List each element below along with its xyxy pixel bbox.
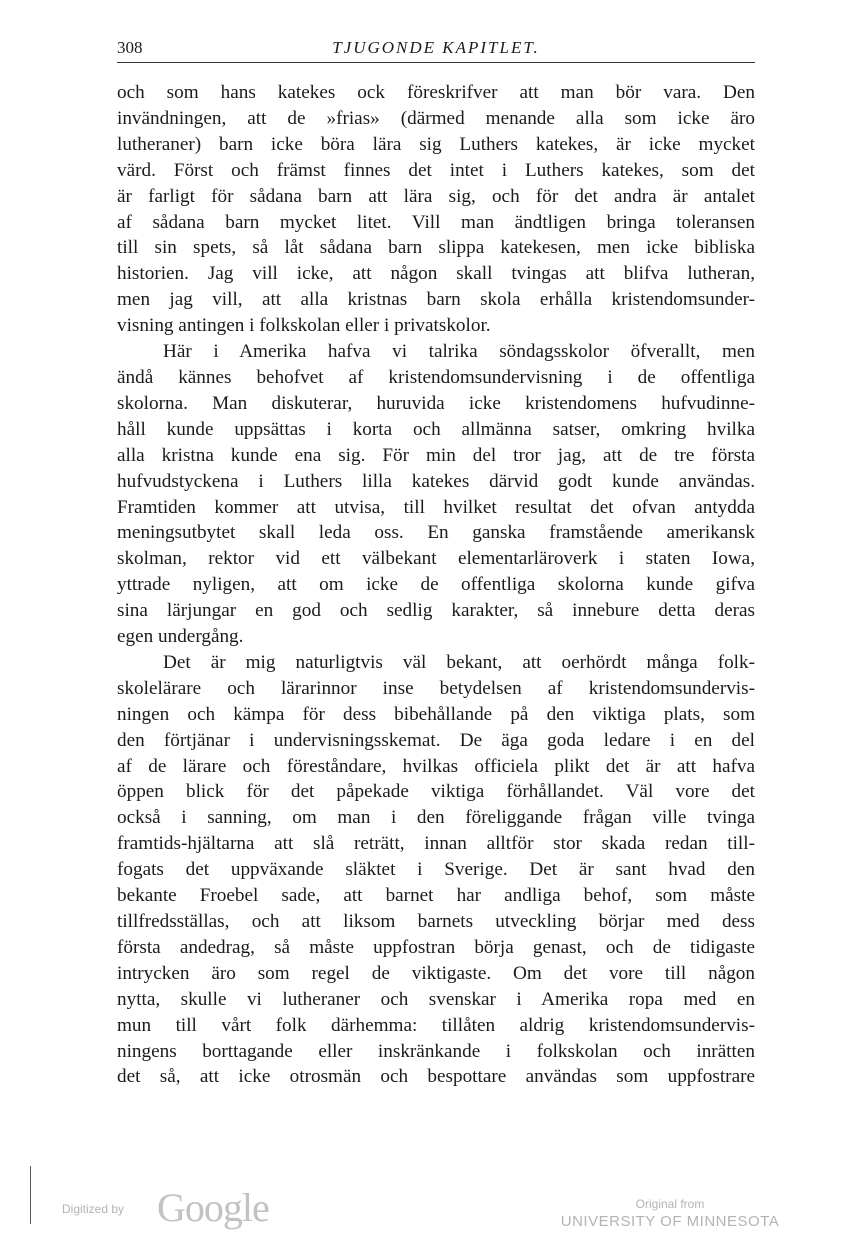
text-line: egen undergång. [117, 626, 244, 648]
text-line: invändningen, att de »frias» (därmed menande alla som icke äro [117, 107, 755, 129]
text-line: men jag vill, att alla kristnas barn skola erhålla kristendomsunder- [117, 289, 755, 311]
text-line: alla kristna kunde ena sig. För min del tror jag, att de tre första [117, 444, 755, 466]
text-line: fogats det uppväxande släktet i Sverige. Det är sant hvad den [117, 859, 755, 881]
text-line: det så, att icke otrosmän och bespottare användas som uppfostrare [117, 1066, 755, 1088]
text-line: värd. Först och främst finnes det intet i Luthers katekes, som det [117, 159, 755, 181]
page-header [117, 34, 755, 63]
text-line: skolman, rektor vid ett välbekant elementarläroverk i staten Iowa, [117, 548, 755, 570]
source-line-university: UNIVERSITY OF MINNESOTA [560, 1213, 780, 1230]
text-line: är farligt för sådana barn att lära sig, och för det andra är antalet [117, 185, 755, 207]
text-line: af sådana barn mycket litet. Vill man ändtligen bringa toleransen [117, 211, 755, 233]
text-line: ningen och kämpa för dess bibehållande på den viktiga plats, som [117, 703, 755, 725]
text-line: till sin spets, så låt sådana barn slippa katekesen, men icke bibliska [117, 237, 755, 259]
running-head: TJUGONDE KAPITLET. [332, 38, 540, 57]
source-line-original-from: Original from [635, 1197, 705, 1211]
body-text [117, 80, 755, 1090]
page-number: 308 [117, 38, 143, 57]
margin-line [30, 1166, 31, 1224]
text-line: också i sanning, om man i den föreliggande frågan ville tvinga [117, 807, 755, 829]
text-line: sina lärjungar en god och sedlig karakter, så innebure detta deras [117, 600, 755, 622]
source-attribution [540, 1196, 800, 1232]
text-line: mun till vårt folk därhemma: tillåten aldrig kristendomsundervis- [117, 1014, 755, 1036]
text-line: första andedrag, så måste uppfostran börja genast, och de tidigaste [117, 936, 755, 958]
google-logo: Google [157, 1185, 269, 1230]
text-line: lutheraner) barn icke böra lära sig Luthers katekes, är icke mycket [117, 133, 755, 155]
text-line: Framtiden kommer att utvisa, till hvilket resultat det ofvan antydda [117, 496, 755, 518]
text-line: tillfredsställas, och att liksom barnets utveckling börjar med dess [117, 911, 755, 932]
text-line: skolelärare och lärarinnor inse betydelsen af kristendomsundervis- [117, 677, 755, 699]
text-line: nytta, skulle vi lutheraner och svenskar i Amerika ropa med en [117, 988, 755, 1010]
text-line: och som hans katekes ock föreskrifver att man bör vara. Den [117, 82, 755, 103]
text-line: ningens borttagande eller inskränkande i folkskolan och inrätten [117, 1040, 755, 1062]
text-line: öppen blick för det påpekade viktiga förhållandet. Väl vore det [117, 781, 755, 803]
text-line: skolorna. Man diskuterar, huruvida icke kristendomens hufvudinne- [117, 392, 755, 414]
text-line: Här i Amerika hafva vi talrika söndagsskolor öfverallt, men [163, 341, 755, 363]
text-line: yttrade nyligen, att om icke de offentliga skolorna kunde gifva [117, 574, 755, 596]
text-line: bekante Froebel sade, att barnet har andliga behof, som måste [117, 885, 755, 907]
text-line: den förtjänar i undervisningsskemat. De äga goda ledare i en del [117, 729, 755, 751]
text-line: intrycken äro som regel de viktigaste. Om det vore till någon [117, 962, 755, 984]
text-line: framtids-hjältarna att slå reträtt, innan alltför stor skada redan till- [117, 833, 755, 855]
text-line: ändå kännes behofvet af kristendomsundervisning i de offentliga [117, 366, 755, 388]
digitized-by-google [62, 1185, 274, 1230]
text-line: meningsutbytet skall leda oss. En ganska framstående amerikansk [117, 522, 755, 544]
text-line: af de lärare och föreståndare, hvilkas officiela plikt det är att hafva [117, 755, 755, 777]
text-line: Det är mig naturligtvis väl bekant, att oerhördt många folk- [163, 651, 755, 673]
text-line: hufvudstyckena i Luthers lilla katekes därvid godt kunde användas. [117, 470, 755, 492]
text-line: håll kunde uppsättas i korta och allmänna satser, omkring hvilka [117, 418, 755, 440]
text-line: visning antingen i folkskolan eller i privatskolor. [117, 315, 491, 337]
digitized-label: Digitized by [62, 1202, 125, 1216]
text-line: historien. Jag vill icke, att någon skall tvingas att blifva lutheran, [117, 263, 755, 285]
